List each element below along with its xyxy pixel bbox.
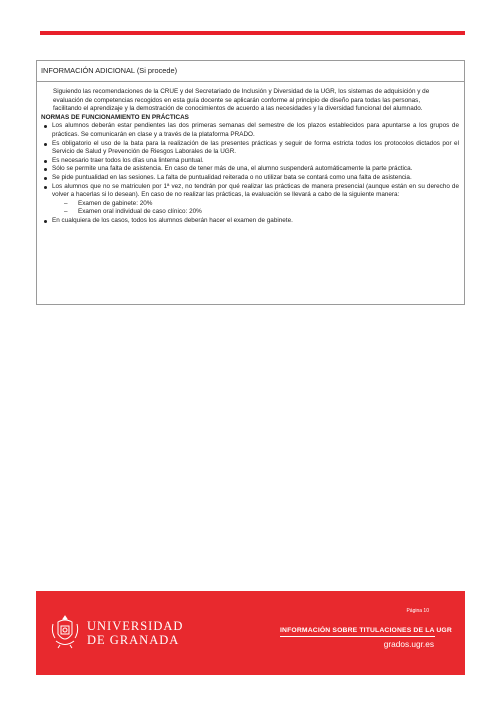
- norm-item-with-sublist: [41, 183, 459, 217]
- norms-list: [41, 122, 459, 225]
- norms-heading: NORMAS DE FUNCIONAMIENTO EN PRÁCTICAS: [41, 113, 189, 121]
- degrees-info-text: INFORMACIÓN SOBRE TITULACIONES DE LA UGR: [280, 627, 452, 634]
- degrees-info-underline: [280, 636, 435, 637]
- norm-item: Es obligatorio el uso de la bata para la realización de las presentes prácticas y seguir de forma estricta todos los protocolos dictados por el Servicio de Salud y Prevención de Riesgos Laborales de la UGR.: [41, 140, 459, 157]
- norm-item: Se pide puntualidad en las sesiones. La falta de puntualidad reiterada o no utilizar bata se contará como una falta de asistencia.: [41, 174, 459, 183]
- university-name-line2: DE GRANADA: [87, 633, 180, 647]
- header-rule: [40, 31, 465, 35]
- section-body: [37, 82, 464, 226]
- section-title: INFORMACIÓN ADICIONAL (Si procede): [37, 61, 464, 82]
- norm-item: En cualquiera de los casos, todos los alumnos deberán hacer el examen de gabinete.: [41, 217, 459, 226]
- university-name: [87, 619, 183, 647]
- norm-item-text: Los alumnos que no se matriculen por 1ª vez, no tendrán por qué realizar las prácticas de manera presencial (aunque están en su derecho de volver a hacerlas si lo desean). En caso de no realizar las prácticas, la evaluación se llevará a cabo de la siguiente manera:: [52, 182, 459, 199]
- sub-item: – Examen oral individual de caso clínico: 20%: [64, 208, 459, 217]
- evaluation-sublist: [52, 200, 459, 217]
- university-crest-icon: [50, 614, 80, 650]
- additional-info-section: [36, 60, 465, 305]
- norm-item: Sólo se permite una falta de asistencia. En caso de tener más de una, el alumno suspenderá automáticamente la parte práctica.: [41, 165, 459, 174]
- page-number: Página 10: [406, 608, 429, 614]
- intro-paragraph: Siguiendo las recomendaciones de la CRUE y del Secretariado de Inclusión y Diversidad de la UGR, los sistemas de adquisición y de evaluación de competencias recogidos en esta guía docente se aplicarán conforme al principio de diseño para todas las personas, facilitando el aprendizaje y la demostración de conocimientos de acuerdo a las necesidades y la diversidad funcional del alumnado.: [53, 88, 430, 113]
- website-link[interactable]: grados.ugr.es: [383, 639, 434, 649]
- university-name-line1: UNIVERSIDAD: [87, 619, 184, 633]
- norm-item: Los alumnos deberán estar pendientes las dos primeras semanas del semestre de los plazos establecidos para apuntarse a los grupos de prácticas. Se comunicarán en clase y a través de la plataforma PRADO.: [41, 122, 459, 139]
- norm-item: Es necesario traer todos los días una linterna puntual.: [41, 157, 459, 166]
- page-footer: [36, 591, 465, 675]
- sub-item: – Examen de gabinete: 20%: [64, 200, 459, 209]
